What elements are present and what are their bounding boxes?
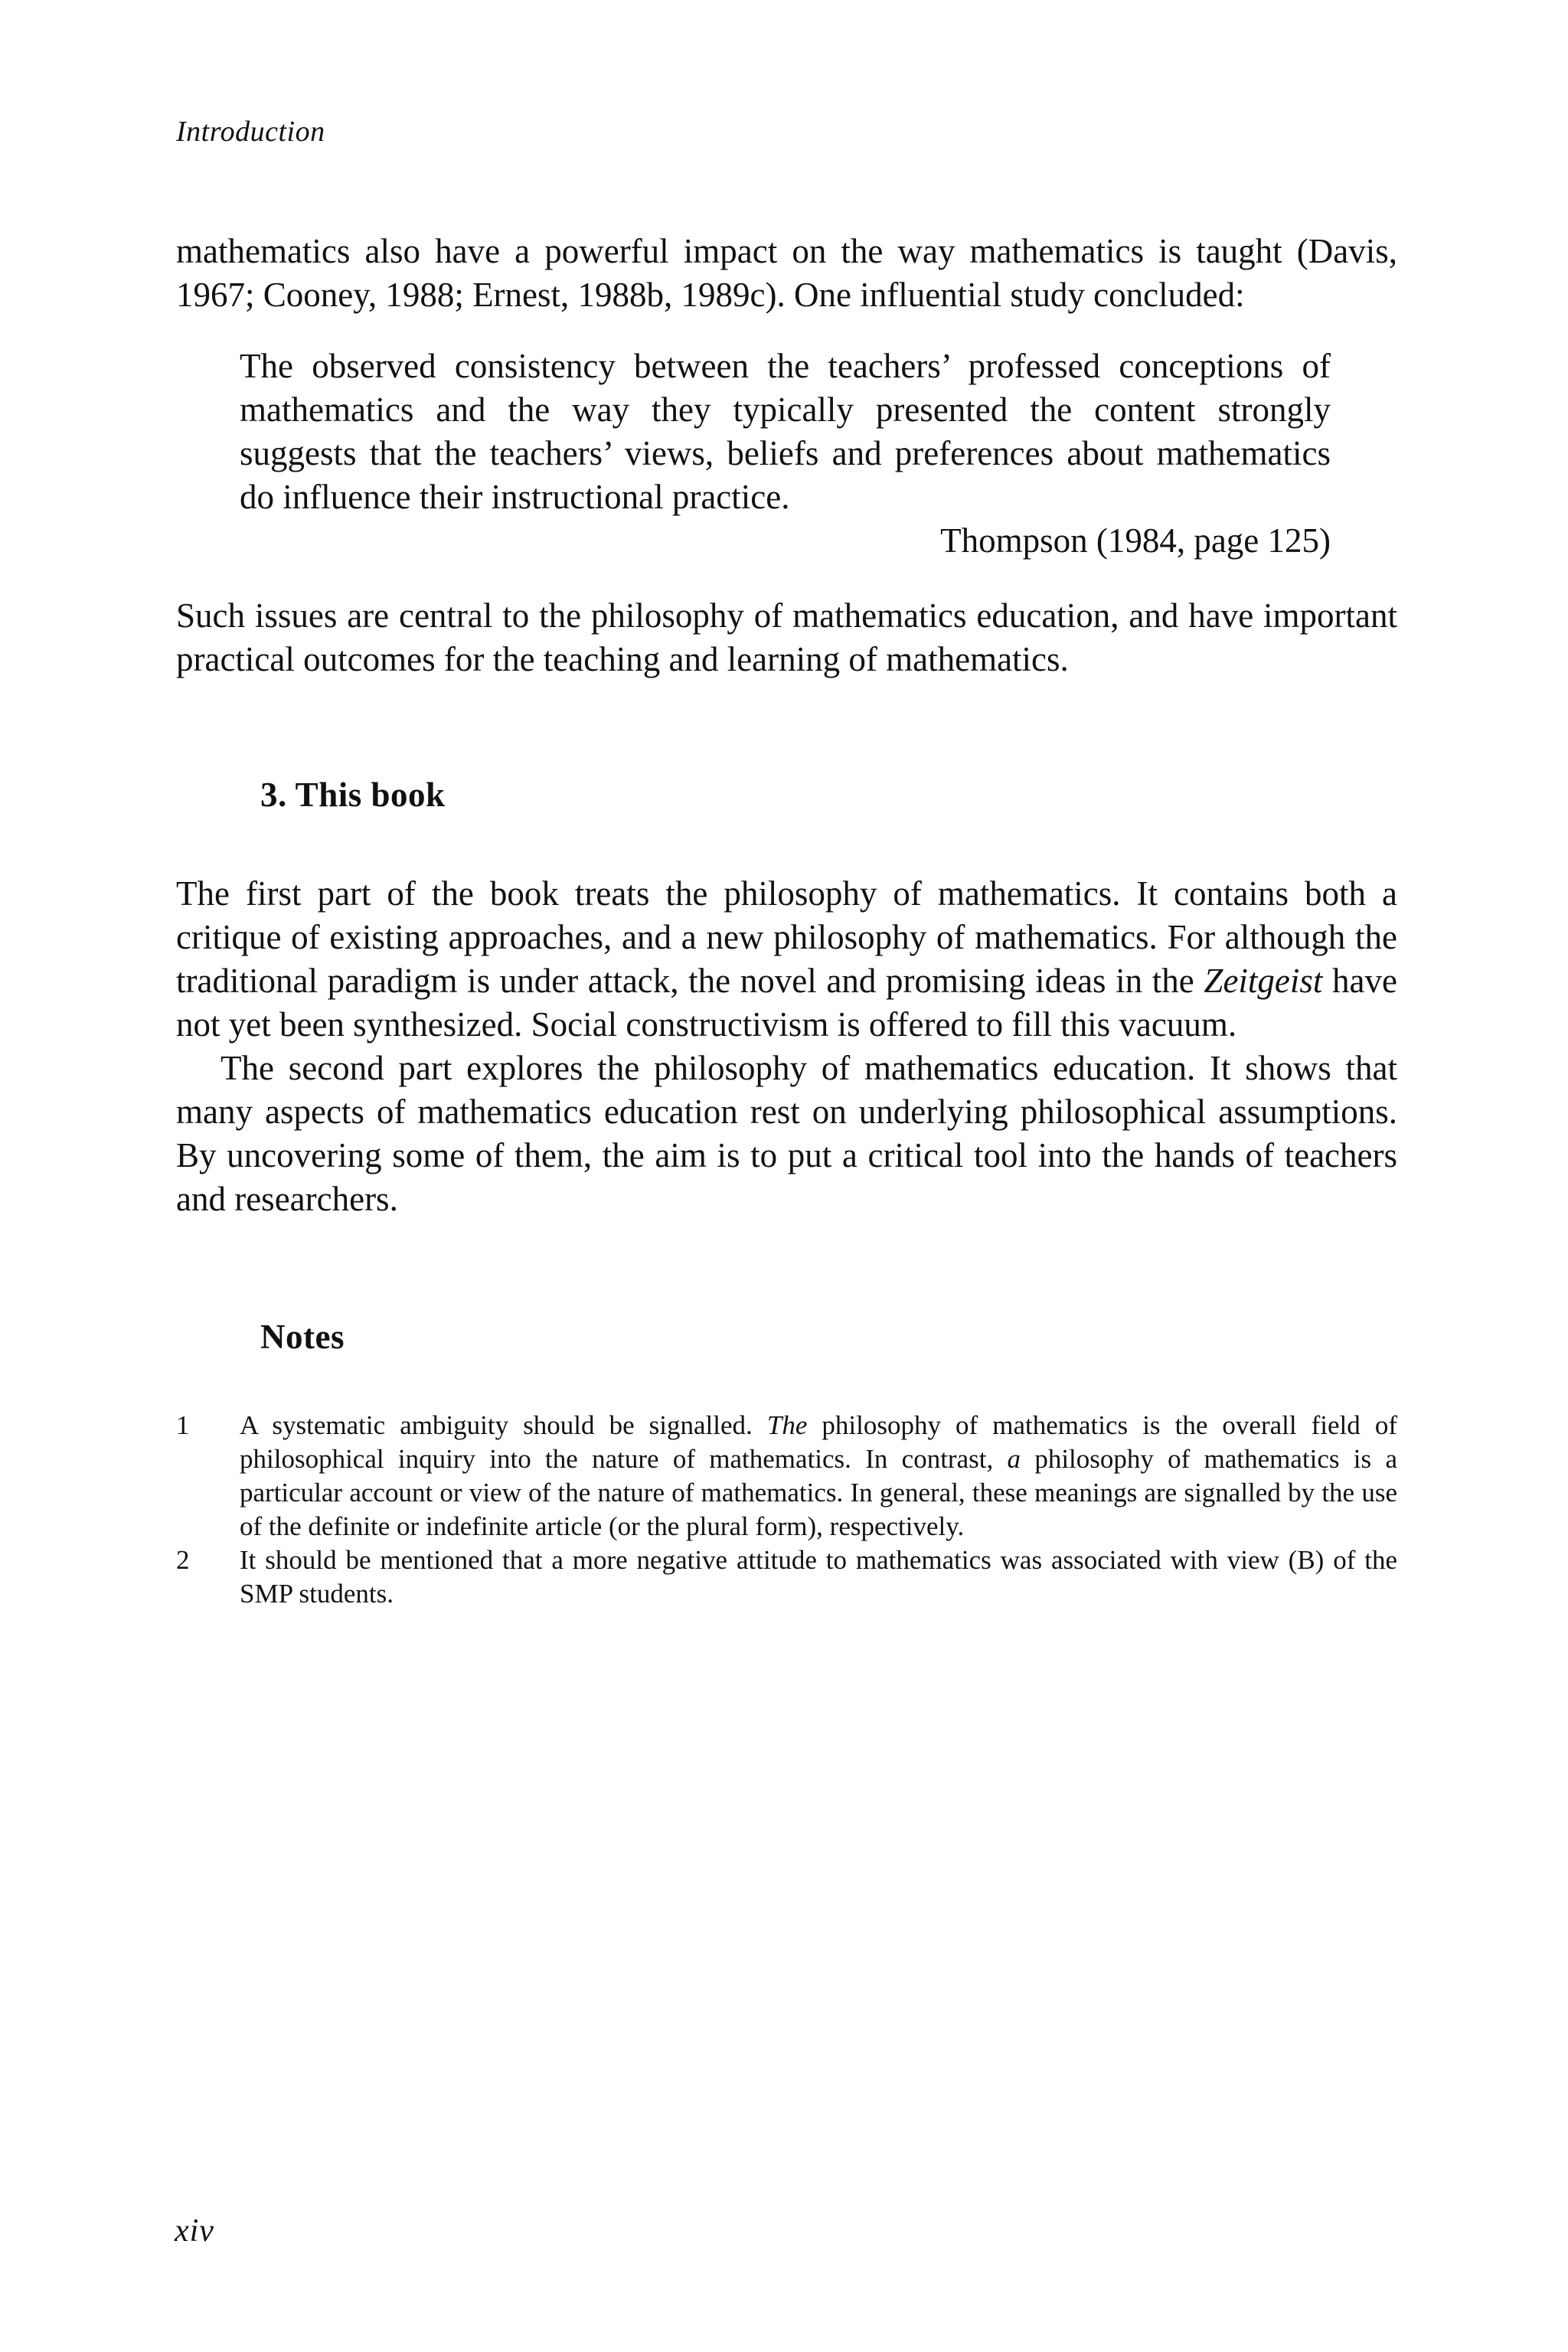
paragraph-first-part (176, 872, 1397, 1047)
paragraph-first-part-text-a: The first part of the book treats the philosophy of mathematics. It contains both a critique of existing approaches, and a new philosophy of mathematics. For although the traditional paradigm is under attack, the novel and promising ideas in the (176, 874, 1397, 1000)
paragraph-issues: Such issues are central to the philosophy of mathematics education, and have important practical outcomes for the teaching and learning of mathematics. (176, 596, 1397, 678)
paragraph-first-part-text-b: have not yet been synthesized. Social constructivism is offered to fill this vacuum. (176, 962, 1397, 1044)
footnote-italic-the: The (766, 1410, 808, 1440)
footnote-italic-a: a (1007, 1444, 1021, 1474)
running-head: Introduction (176, 116, 325, 148)
notes-heading: Notes (260, 1318, 345, 1356)
page-number: xiv (175, 2213, 214, 2249)
paragraph-second-part: The second part explores the philosophy of mathematics education. It shows that many aspects of mathematics education rest on underlying philosophical assumptions. By uncovering some of them, the aim is to put a critical tool into the hands of teachers and researchers. (176, 1049, 1397, 1218)
footnote-text: It should be mentioned that a more negative attitude to mathematics was associated with view (B) of the SMP students. (240, 1545, 1397, 1609)
footnote-text-b: philosophy of mathematics is the overall field of philosophical inquiry into the nature of mathematics. In contrast, (240, 1410, 1397, 1474)
footnote-text (240, 1409, 1397, 1544)
section-heading-this-book: 3. This book (260, 776, 446, 814)
footnote-text-c: philosophy of mathematics is a particular account or view of the nature of mathematics. In general, these meanings are signalled by the use of the definite or indefinite article (or the plural form), respectively. (240, 1444, 1397, 1541)
paragraph-intro: mathematics also have a powerful impact on the way mathematics is taught (Davis, 1967; Cooney, 1988; Ernest, 1988b, 1989c). One influential study concluded: (176, 232, 1397, 314)
footnote-number: 1 (176, 1410, 190, 1440)
footnote-text-a: A systematic ambiguity should be signalled. (240, 1410, 767, 1440)
block-quote: The observed consistency between the teachers’ professed conceptions of mathematics and the way they typically presented the content strongly suggests that the teachers’ views, beliefs and preferences about mathematics do influence their instructional practice. (240, 347, 1331, 516)
zeitgeist-term: Zeitgeist (1204, 962, 1323, 1000)
footnote-number: 2 (176, 1545, 190, 1575)
quote-citation: Thompson (1984, page 125) (940, 521, 1331, 560)
